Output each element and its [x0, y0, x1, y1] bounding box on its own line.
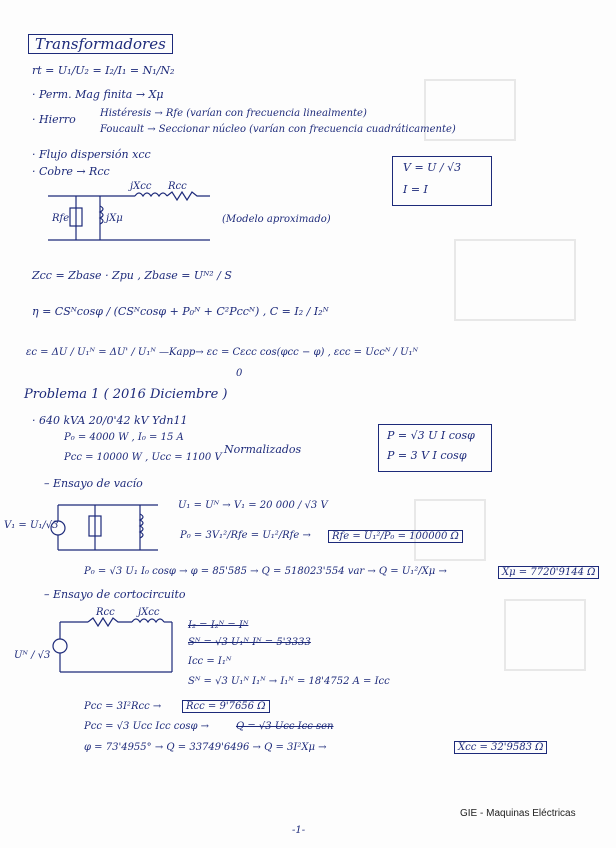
- xmu-result: Xμ = 7720'9144 Ω: [498, 566, 599, 579]
- rcc-result: Rcc = 9'7656 Ω: [182, 700, 270, 713]
- s-struck: Sᴺ = √3 U₁ᴺ Iᴺ = 5'3333: [188, 637, 311, 648]
- short-circuit-test-heading: – Ensayo de cortocircuito: [44, 588, 186, 601]
- jxcc-label: jXcc: [130, 181, 152, 192]
- no-load-data: P₀ = 4000 W , I₀ = 15 A: [64, 432, 184, 443]
- jxmu-label: jXμ: [106, 213, 123, 224]
- pcc-rcc-line: Pcc = 3I²Rcc →: [84, 701, 162, 712]
- foucault-line: Foucault → Seccionar núcleo (varían con frecuencia cuadráticamente): [100, 124, 456, 135]
- ratio-formula: rt = U₁/U₂ = I₂/I₁ = N₁/N₂: [32, 64, 175, 77]
- zcc-formula: Zcc = Zbase · Zpu , Zbase = Uᴺ² / S: [32, 269, 232, 282]
- u1-line: U₁ = Uᴺ → V₁ = 20 000 / √3 V: [178, 500, 328, 511]
- footer-course: GIE - Maquinas Eléctricas: [460, 808, 576, 819]
- icc-line: Icc = I₁ᴺ: [188, 656, 232, 667]
- rcc-label: Rcc: [168, 181, 187, 192]
- voltage-drop-formula: εc = ΔU / U₁ᴺ = ΔU' / U₁ᴺ —Kapp→ εc = Cεcc cos(φcc − φ) , εcc = Uccᴺ / U₁ᴺ: [26, 347, 419, 358]
- q-struck: Q = √3 Ucc Icc sen: [236, 721, 334, 732]
- q-chain: P₀ = √3 U₁ I₀ cosφ → φ = 85'585 → Q = 518023'554 var → Q = U₁²/Xμ →: [84, 566, 447, 577]
- rfe-label: Rfe: [52, 213, 70, 224]
- cobre-line: · Cobre → Rcc: [32, 165, 110, 178]
- vn-label: Uᴺ / √3: [14, 650, 51, 661]
- phi-chain: φ = 73'4955° → Q = 33749'6496 → Q = 3I²Xμ →: [84, 742, 327, 753]
- page-number: -1-: [292, 825, 306, 836]
- power-formula-1: P = √3 U I cosφ: [387, 429, 475, 442]
- i2-struck: I₂ = I₂ᴺ = Iᴺ: [188, 620, 249, 631]
- xcc-result: Xcc = 32'9583 Ω: [454, 741, 547, 754]
- efficiency-formula: η = CSᴺcosφ / (CSᴺcosφ + P₀ᴺ + C²Pccᴺ) , C = I₂ / I₂ᴺ: [32, 305, 329, 318]
- pcc-cos-line: Pcc = √3 Ucc Icc cosφ →: [84, 721, 210, 732]
- sn-line: Sᴺ = √3 U₁ᴺ I₁ᴺ → I₁ᴺ = 18'4752 A = Icc: [188, 676, 390, 687]
- p0-equation: P₀ = 3V₁²/Rfe = U₁²/Rfe →: [180, 530, 311, 541]
- histeresis-line: Histéresis → Rfe (varían con frecuencia linealmente): [100, 108, 367, 119]
- problem-heading: Problema 1 ( 2016 Diciembre ): [24, 387, 228, 402]
- no-load-test-heading: – Ensayo de vacío: [44, 477, 143, 490]
- zero-mark: 0: [236, 368, 243, 379]
- short-circuit-data: Pcc = 10000 W , Ucc = 1100 V: [64, 452, 222, 463]
- sc-xcc-label: jXcc: [138, 607, 160, 618]
- normalizados-label: Normalizados: [224, 443, 302, 456]
- page-title: Transformadores: [28, 34, 173, 54]
- sc-rcc-label: Rcc: [96, 607, 115, 618]
- power-formula-2: P = 3 V I cosφ: [387, 449, 467, 462]
- flujo-line: · Flujo dispersión xcc: [32, 148, 151, 161]
- box-voltage: V = U / √3: [403, 161, 462, 174]
- rfe-result: Rfe = U₁²/P₀ = 100000 Ω: [328, 530, 463, 543]
- v1-label: V₁ = U₁/√3: [4, 520, 59, 531]
- perm-line: · Perm. Mag finita → Xμ: [32, 88, 164, 101]
- data-line: · 640 kVA 20/0'42 kV Ydn11: [32, 414, 188, 427]
- hierro-line: · Hierro: [32, 113, 76, 126]
- modelo-label: (Modelo aproximado): [222, 214, 331, 225]
- box-current: I = I: [403, 183, 428, 196]
